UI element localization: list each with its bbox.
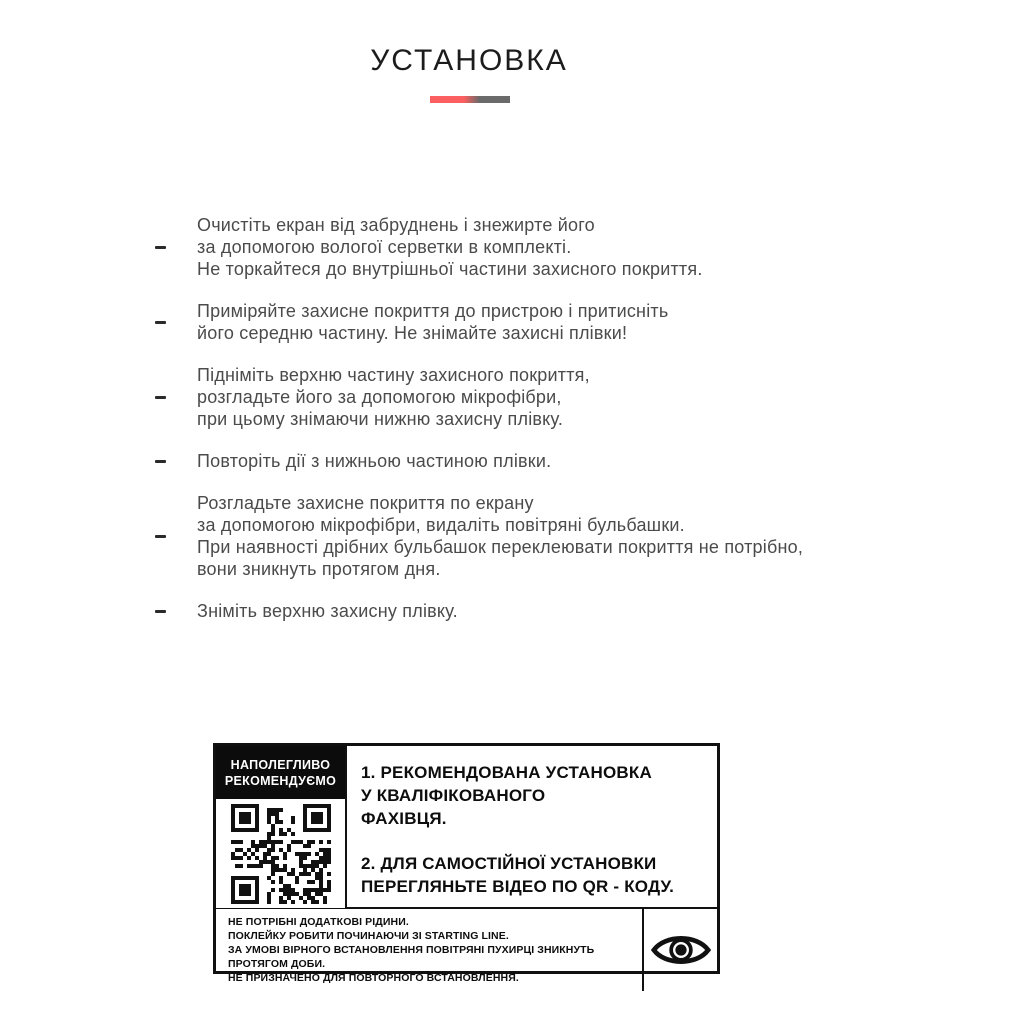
- instruction-steps-list: [155, 214, 803, 642]
- note-line: НЕ ПОТРІБНІ ДОДАТКОВІ РІДИНИ.: [228, 916, 409, 928]
- step-line: Зніміть верхню захисну плівку.: [197, 601, 458, 621]
- point-line: У КВАЛІФІКОВАНОГО: [361, 786, 546, 805]
- step-line: розгладьте його за допомогою мікрофібри,: [197, 387, 562, 407]
- instruction-step: [155, 364, 803, 430]
- recommendation-box: [213, 743, 720, 984]
- step-line: Приміряйте захисне покриття до пристрою і притисніть: [197, 301, 669, 321]
- step-line: вони зникнуть протягом дня.: [197, 559, 441, 579]
- step-line: його середню частину. Не знімайте захисні плівки!: [197, 323, 628, 343]
- step-text: [197, 492, 803, 580]
- badge-line: РЕКОМЕНДУЄМО: [224, 774, 337, 788]
- dash-bullet: [155, 460, 197, 463]
- dash-bullet: [155, 321, 197, 324]
- instruction-step: [155, 450, 803, 472]
- point-line: 2. ДЛЯ САМОСТІЙНОЇ УСТАНОВКИ: [361, 854, 657, 873]
- recommendation-point-2: [361, 852, 705, 898]
- note-line: ЗА УМОВІ ВІРНОГО ВСТАНОВЛЕННЯ ПОВІТРЯНІ ПУХИРЦІ ЗНИКНУТЬ ПРОТЯГОМ ДОБИ.: [228, 944, 595, 970]
- step-text: [197, 600, 458, 622]
- step-line: Не торкайтеся до внутрішньої частини захисного покриття.: [197, 259, 703, 279]
- badge-line: НАПОЛЕГЛИВО: [230, 758, 331, 772]
- step-text: [197, 450, 551, 472]
- instruction-step: [155, 600, 803, 622]
- instruction-step: [155, 492, 803, 580]
- eye-icon-cell: [644, 909, 717, 991]
- note-line: ПОКЛЕЙКУ РОБИТИ ПОЧИНАЮЧИ ЗІ STARTING LINE.: [228, 930, 509, 942]
- instruction-step: [155, 300, 803, 344]
- step-line: при цьому знімаючи нижню захисну плівку.: [197, 409, 564, 429]
- recommendation-point-1: [361, 761, 705, 830]
- qr-code-container: [216, 799, 345, 908]
- dash-bullet: [155, 535, 197, 538]
- point-line: ФАХІВЦЯ.: [361, 809, 447, 828]
- page-title: УСТАНОВКА: [370, 44, 568, 77]
- instruction-step: [155, 214, 803, 280]
- note-line: НЕ ПРИЗНАЧЕНО ДЛЯ ПОВТОРНОГО ВСТАНОВЛЕННЯ.: [228, 972, 519, 984]
- title-divider-bar: [430, 96, 510, 103]
- point-line: 1. РЕКОМЕНДОВАНА УСТАНОВКА: [361, 763, 652, 782]
- recommendation-box-top: [216, 746, 717, 909]
- usage-notes: [216, 909, 644, 991]
- step-line: Очистіть екран від забруднень і знежирте його: [197, 215, 595, 235]
- step-line: Повторіть дії з нижньою частиною плівки.: [197, 451, 552, 471]
- step-line: за допомогою вологої серветки в комплекті.: [197, 237, 572, 257]
- point-line: ПЕРЕГЛЯНЬТЕ ВІДЕО ПО QR - КОДУ.: [361, 877, 675, 896]
- recommendation-box-bottom: [216, 909, 717, 991]
- step-line: Підніміть верхню частину захисного покриття,: [197, 365, 590, 385]
- step-text: [197, 300, 668, 344]
- step-text: [197, 364, 590, 430]
- recommendation-box-left-column: [216, 746, 347, 908]
- recommendation-box-right-column: [347, 746, 717, 908]
- step-text: [197, 214, 703, 280]
- dash-bullet: [155, 396, 197, 399]
- step-line: за допомогою мікрофібри, видаліть повітряні бульбашки.: [197, 515, 685, 535]
- step-line: Розгладьте захисне покриття по екрану: [197, 493, 534, 513]
- dash-bullet: [155, 246, 197, 249]
- qr-code: [231, 804, 331, 904]
- dash-bullet: [155, 610, 197, 613]
- step-line: При наявності дрібних бульбашок переклеювати покриття не потрібно,: [197, 537, 804, 557]
- strongly-recommend-badge: [216, 746, 345, 799]
- eye-icon: [651, 931, 711, 969]
